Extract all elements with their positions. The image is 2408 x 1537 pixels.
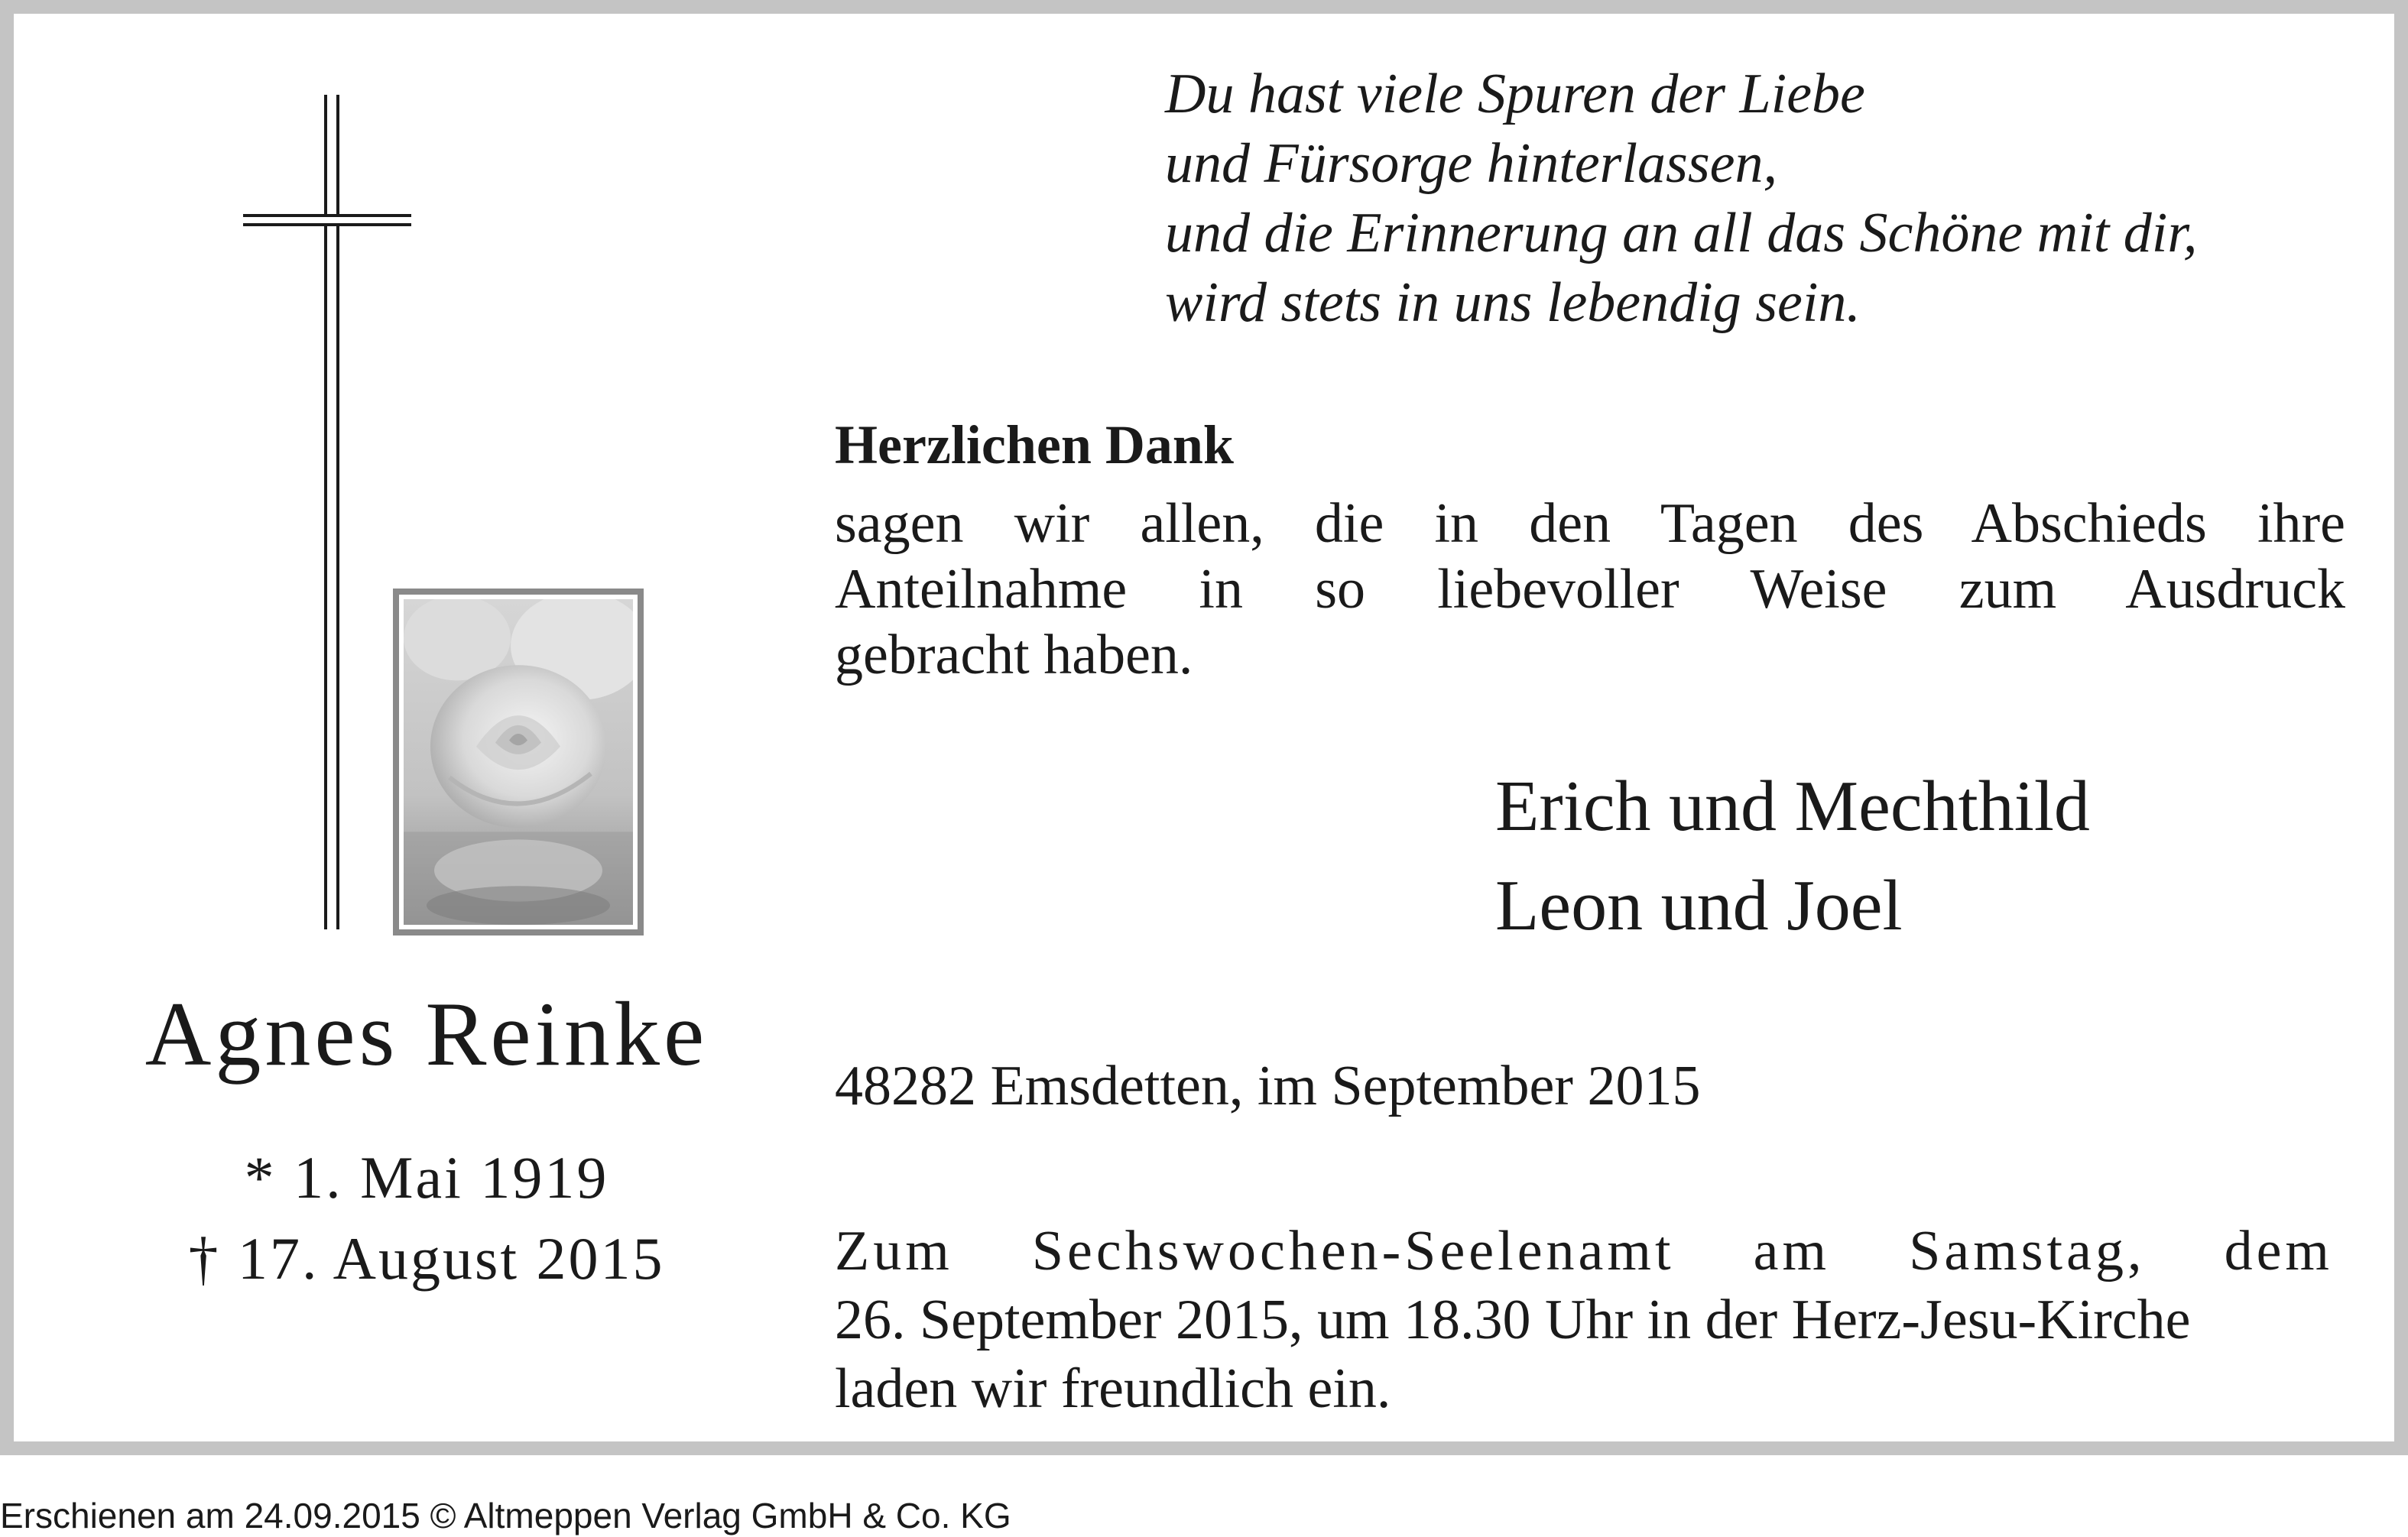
life-dates — [90, 1137, 763, 1299]
rose-photo-image — [404, 599, 633, 925]
rose-photo — [393, 589, 644, 935]
memorial-poem — [1165, 60, 2197, 338]
thanks-line: gebracht haben. — [835, 624, 1193, 686]
service-notice — [835, 1217, 2333, 1423]
thanks-text — [835, 491, 2345, 688]
place-date: 48282 Emsdetten, im September 2015 — [835, 1055, 1701, 1117]
signer-line: Leon und Joel — [1495, 866, 1903, 945]
poem-line: Du hast viele Spuren der Liebe — [1165, 63, 1865, 125]
service-line: Zum Sechswochen-Seelenamt am Samstag, dem — [835, 1220, 2333, 1282]
poem-line: und die Erinnerung an all das Schöne mit dir, — [1165, 202, 2198, 264]
rose-illustration — [404, 599, 633, 925]
thanks-heading: Herzlichen Dank — [835, 414, 1234, 475]
service-line: 26. September 2015, um 18.30 Uhr in der Herz-Jesu-Kirche — [835, 1289, 2191, 1351]
death-date: † 17. August 2015 — [188, 1225, 665, 1292]
cross-crossbar — [243, 214, 411, 226]
signer-line: Erich und Mechthild — [1495, 767, 2090, 846]
service-line: laden wir freundlich ein. — [835, 1357, 1391, 1420]
signers — [1495, 757, 2090, 955]
birth-date: * 1. Mai 1919 — [244, 1144, 609, 1211]
poem-line: und Fürsorge hinterlassen, — [1165, 132, 1777, 195]
publication-footer: Erschienen am 24.09.2015 © Altmeppen Verlag GmbH & Co. KG — [0, 1496, 1011, 1535]
poem-line: wird stets in uns lebendig sein. — [1165, 271, 1861, 334]
thanks-line: sagen wir allen, die in den Tagen des Abschieds ihre — [835, 492, 2345, 555]
thanks-line: Anteilnahme in so liebevoller Weise zum Ausdruck — [835, 558, 2345, 621]
deceased-name: Agnes Reinke — [144, 983, 709, 1085]
